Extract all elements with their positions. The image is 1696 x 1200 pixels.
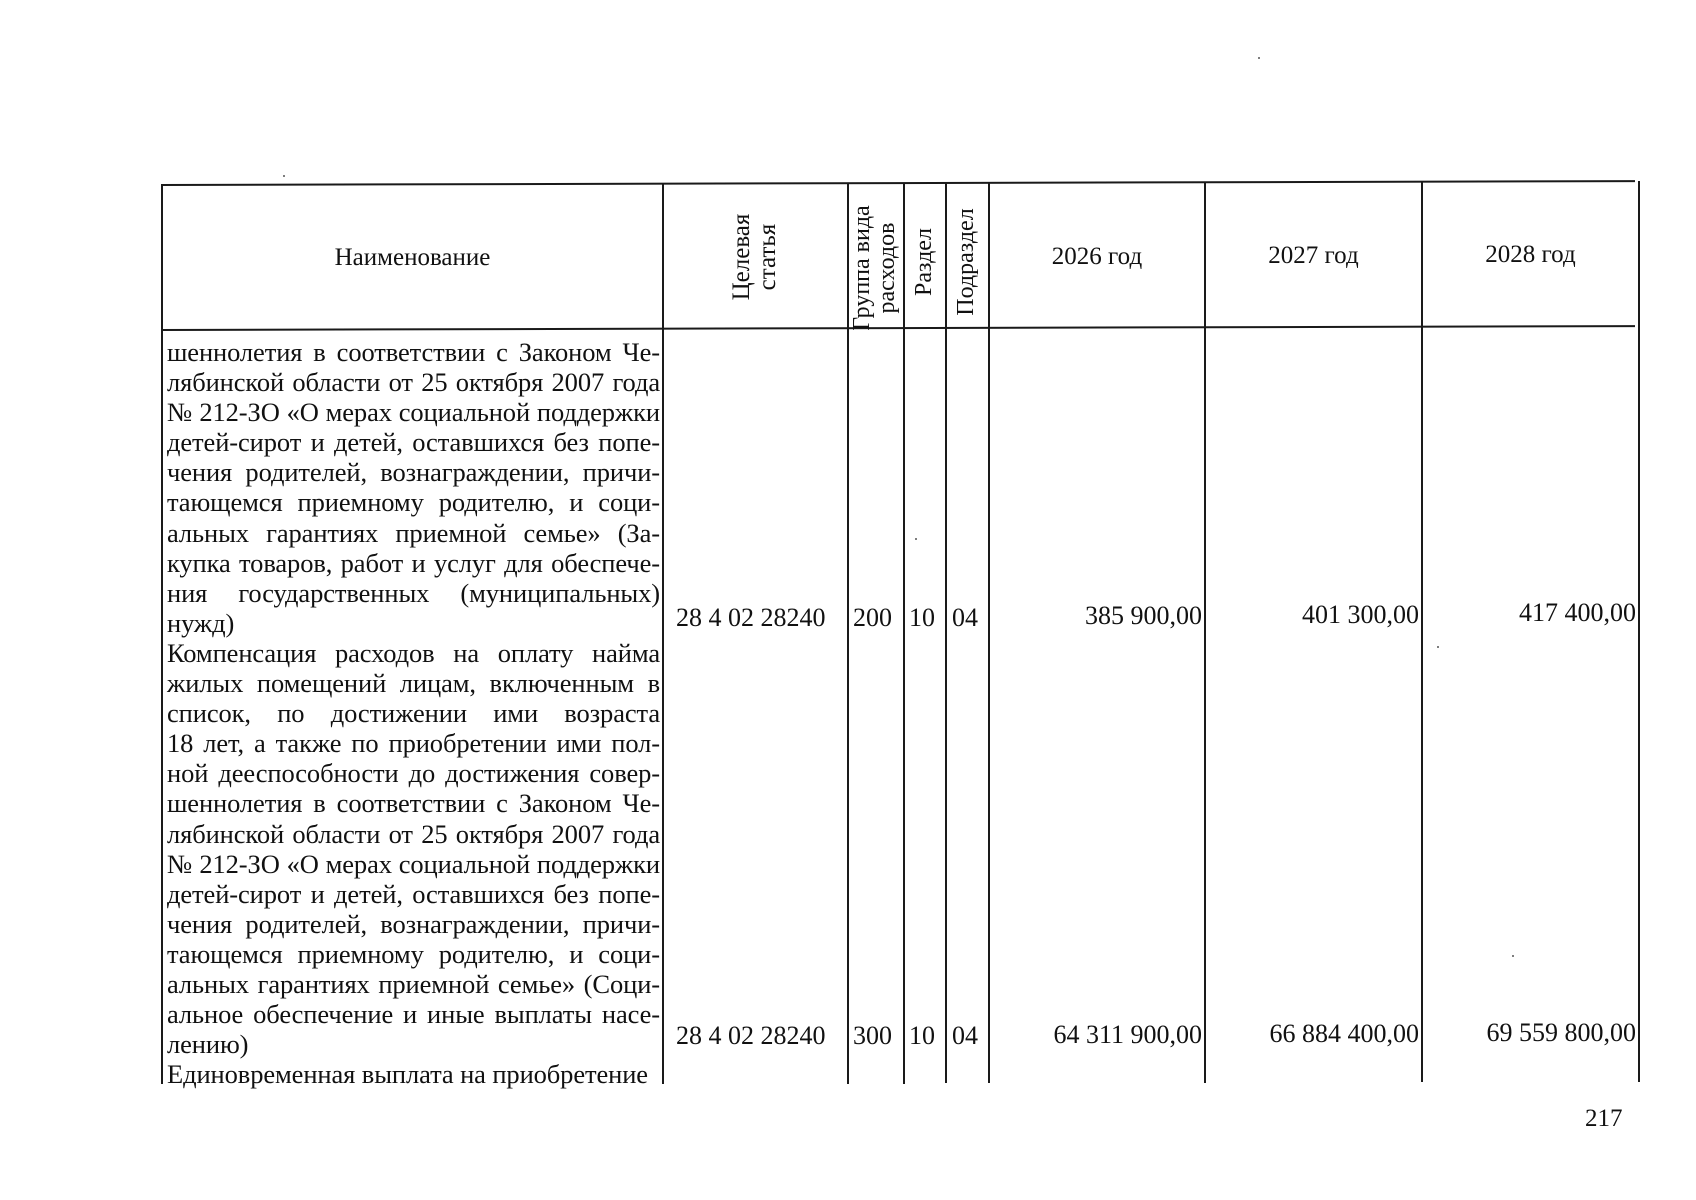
header-2028: 2028 год	[1485, 240, 1576, 268]
name-text-line: Компенсация расходов на оплату найма	[167, 637, 660, 668]
name-text-line: список, по достижении ими возраста	[167, 698, 660, 729]
header-section: Раздел	[911, 228, 938, 296]
name-text-line: детей-сирот и детей, оставшихся без попе-	[167, 878, 660, 909]
header-target-article: Целевая статья	[727, 213, 781, 301]
row2-target-article: 28 4 02 28240	[676, 1021, 826, 1050]
row1-2028: 417 400,00	[1519, 598, 1636, 627]
row1-2027: 401 300,00	[1302, 600, 1419, 629]
name-text-line: 18 лет, а также по приобретении ими пол-	[167, 728, 660, 759]
scan-speck	[915, 538, 917, 540]
row2-section: 10	[909, 1021, 935, 1050]
row1-2026: 385 900,00	[1085, 601, 1202, 630]
name-text-line: ной дееспособности до достижения совер-	[167, 758, 660, 789]
name-text-line: альных гарантиях приемной семье» (За-	[167, 517, 660, 548]
header-subsection: Подраздел	[953, 208, 980, 316]
row2-2028: 69 559 800,00	[1486, 1018, 1636, 1047]
name-text-line: № 212-ЗО «О мерах социальной поддержки	[167, 397, 660, 428]
col-divider-3	[903, 183, 905, 1084]
name-column-text	[167, 337, 660, 1089]
name-text-line: альное обеспечение и иные выплаты насе-	[167, 999, 660, 1030]
name-text-line: лябинской области от 25 октября 2007 года	[167, 818, 660, 849]
name-text-line: шеннолетия в соответствии с Законом Че-	[167, 788, 660, 819]
name-text-line: тающемся приемному родителю, и соци-	[167, 938, 660, 969]
row2-expense-group: 300	[853, 1021, 892, 1050]
name-text-line: чения родителей, вознаграждении, причи-	[167, 908, 660, 939]
name-text-line: альных гарантиях приемной семье» (Соци-	[167, 968, 660, 999]
name-text-line: жилых помещений лицам, включенным в	[167, 668, 660, 699]
header-name: Наименование	[334, 243, 491, 271]
name-text-line: чения родителей, вознаграждении, причи-	[167, 457, 660, 488]
row1-subsection: 04	[952, 603, 978, 632]
scan-speck	[1512, 955, 1514, 957]
row1-section: 10	[909, 603, 935, 632]
header-2027: 2027 год	[1268, 241, 1359, 269]
name-text-line: ния государственных (муниципальных)	[167, 577, 660, 608]
name-text-line: тающемся приемному родителю, и соци-	[167, 487, 660, 518]
header-2026: 2026 год	[1051, 242, 1143, 270]
name-text-line: № 212-ЗО «О мерах социальной поддержки	[167, 848, 660, 879]
name-text-line: детей-сирот и детей, оставшихся без попе-	[167, 427, 660, 458]
row1-expense-group: 200	[853, 603, 892, 632]
table-right-border	[1638, 181, 1640, 1082]
name-text-line: лябинской области от 25 октября 2007 года	[167, 367, 660, 398]
name-text-line: лению)	[167, 1029, 249, 1060]
name-text-line: Единовременная выплата на приобретение	[167, 1059, 648, 1090]
row2-subsection: 04	[952, 1021, 978, 1050]
col-divider-1	[662, 184, 664, 1084]
header-expense-group: Группа вида расходов	[848, 205, 900, 331]
row1-target-article: 28 4 02 28240	[676, 603, 826, 632]
scan-speck	[1437, 646, 1439, 648]
row2-2027: 66 884 400,00	[1269, 1019, 1419, 1048]
name-text-line: шеннолетия в соответствии с Законом Че-	[167, 337, 660, 367]
row2-2026: 64 311 900,00	[1053, 1020, 1202, 1049]
page-number: 217	[1585, 1105, 1623, 1132]
scan-speck	[1258, 57, 1260, 59]
scan-speck	[283, 175, 285, 177]
name-text-line: нужд)	[167, 607, 235, 638]
name-text-line: купка товаров, работ и услуг для обеспече-	[167, 547, 660, 578]
